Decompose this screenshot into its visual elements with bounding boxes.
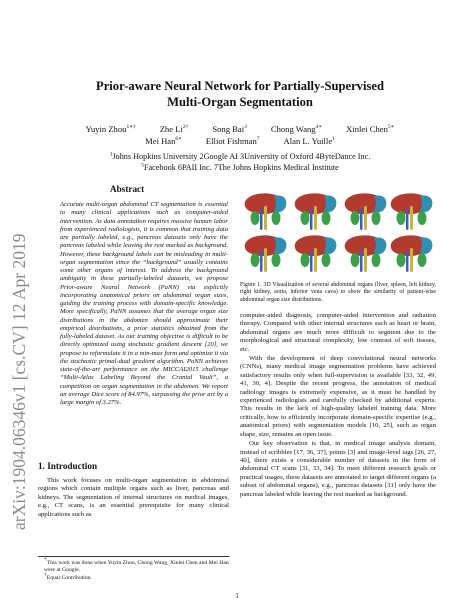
author-name: Chong Wang (270, 124, 316, 134)
author-name: Mei Han (145, 135, 176, 146)
author-sup: 3 (244, 124, 247, 131)
author-sup: 7 (256, 135, 260, 142)
author-name: Zhe Li (159, 124, 183, 134)
author-sup: 5∗ (387, 124, 395, 131)
arxiv-stamp (3, 120, 33, 540)
author-name: Xinlei Chen (346, 124, 388, 134)
abstract-heading: Abstract (110, 184, 145, 194)
organ-visualization (240, 190, 435, 275)
abstract-body: Accurate multi-organ abdominal CT segmentation is essential to many clinical applications such as computer-aided intervention. As data annotation requires massive human labor from experienced radiologists, it is common that training data are partially labeled, e.g., pancreas datasets only have the pancreas labeled while leaving the rest marked as background. However, these background labels can be misleading in multi-organ segmentation since the “background” usually contains some other organs of interest. To address the background ambiguity in these partially-labeled datasets, we propose Prior-aware Neural Network (PaNN) via explicitly incorporating anatomical priors on abdominal organ sizes, guiding the training process with domain-specific knowledge. More specifically, PaNN assumes that the average organ size distributions in the abdomen should approximate their empirical distributions, a prior statistics obtained from the fully-labeled dataset. As our training objective is difficult to be directly optimized using stochastic gradient descent [20], we propose to reformulate it in a min-max form and optimize it via the stochastic primal-dual gradient algorithm. PaNN achieves state-of-the-art performance on the MICCAI2015 challenge “Multi-Atlas Labeling Beyond the Cranial Vault”, a competition on organ segmentation in the abdomen. We report an average Dice score of 84.97%, surpassing the prior art by a large margin of 3.27%. (60, 201, 228, 406)
body-paragraph: computer-aided diagnosis, computer-aided intervention and radiation therapy. Compared with other internal structures such as heart or brain, abdominal organs are much more difficult to segment due to the morphological and structural complexity, low contrast of soft tissues, etc. (240, 312, 436, 353)
organ-render-4 (391, 193, 433, 230)
title-line-2: Multi-Organ Segmentation (167, 95, 313, 109)
affiliation-line-2 (40, 163, 440, 174)
author (86, 124, 136, 136)
intro-body (38, 477, 229, 519)
author-name: Elliot Fishman (205, 135, 257, 146)
author (271, 124, 322, 136)
body-paragraph: Our key observation is that, in medical image analysis domain, instead of scribbles [17, 36, 37], points [3] and image-level tags [26, 27, 40], there exists a considerable number of datasets in the form of abdominal CT scans [31, 33, 34]. To meet different research goals or practical usages, these datasets are annotated to target different organs (a subset of abdominal organs), e.g., pancreas datasets [31] only have the pancreas labeled while leaving the rest marked as background. (240, 440, 436, 498)
organ-render-5 (245, 235, 287, 272)
title-line-1: Prior-aware Neural Network for Partially-Supervised (96, 79, 384, 93)
intro-paragraph: This work focuses on multi-organ segmentation in abdominal regions which contain multiple organs such as liver, pancreas and kidneys. The segmentation of internal structures on medical images, e.g., CT scans, is an essential prerequisite for many clinical applications such as (38, 477, 229, 518)
body-paragraph: With the development of deep convolutional neural networks (CNNs), many medical image segmentation problems have achieved satisfactory results only when full-supervision is available [33, 32, 49, 41, 30, 4]. Despite the recent progress, the annotation of medical radiology images is extremely expensive, as it must be handled by experienced radiologists and carefully checked by additional experts. This results in the lack of high-quality labeled training data. More critically, how to efficiently incorporate domain-specific expertise (e.g., anatomical priors) with segmentation models [10, 25], such as organ shape, size, remains an open issue. (240, 355, 436, 438)
author (284, 136, 335, 148)
footnotes (38, 556, 229, 583)
organ-render-1 (245, 193, 287, 230)
affil-sup: 5 (141, 161, 144, 168)
arxiv-stamp-text: arXiv:1904.06346v1 [cs.CV] 12 Apr 2019 (9, 233, 29, 530)
footnote-text: Equal Contribution. (46, 575, 92, 581)
footnote-2 (44, 572, 229, 582)
paper-title (60, 78, 420, 110)
affil-sup: 1 (109, 151, 113, 158)
author-name: Yuyin Zhou (85, 124, 127, 134)
figure-1 (240, 190, 435, 275)
arxiv-stamp-svg (3, 120, 33, 540)
figure-1-caption: Figure 1. 3D Visualization of several abdominal organs (liver, spleen, left kidney, right kidney, aorta, inferior vena cava) to show the similarity of patient-wise abdominal organ size distributions. (240, 282, 436, 303)
author-name: Alan L. Yuille (283, 135, 333, 146)
author (160, 124, 189, 136)
author (206, 136, 260, 148)
author-sup: 4∗ (315, 124, 323, 131)
author (145, 136, 182, 148)
affiliations (40, 152, 440, 173)
footnote-mark: * (44, 557, 47, 564)
organ-render-6 (295, 235, 337, 272)
organ-render-2 (295, 193, 337, 230)
footnote-1 (44, 557, 229, 574)
author-sup: 6∗ (175, 135, 182, 142)
intro-heading: 1. Introduction (38, 461, 98, 471)
affil-text: Facebook 6PAII Inc. 7The Johns Hopkins Medical Institute (143, 162, 339, 172)
author-block (40, 124, 440, 147)
author (346, 124, 394, 136)
author-row-2 (40, 136, 440, 148)
right-column-body (240, 312, 436, 500)
author (212, 124, 247, 136)
affiliation-line-1 (40, 152, 440, 163)
footnote-text: This work was done when Yuyin Zhou, Chong Wang, Xinlei Chen and Mei Han were at Google. (44, 560, 229, 573)
author-sup: 1 (332, 135, 335, 142)
author-sup: 2† (182, 124, 189, 131)
organ-render-7 (345, 235, 387, 272)
affil-text: Johns Hopkins University 2Google AI 3University of Oxford 4ByteDance Inc. (112, 152, 371, 161)
page-number: 1 (235, 592, 239, 600)
author-name: Song Bai (212, 124, 245, 134)
footnote-mark: † (44, 572, 47, 579)
organ-render-8 (391, 235, 433, 272)
author-sup: 1∗† (126, 124, 136, 131)
organ-render-3 (345, 193, 387, 230)
author-row-1 (40, 124, 440, 136)
